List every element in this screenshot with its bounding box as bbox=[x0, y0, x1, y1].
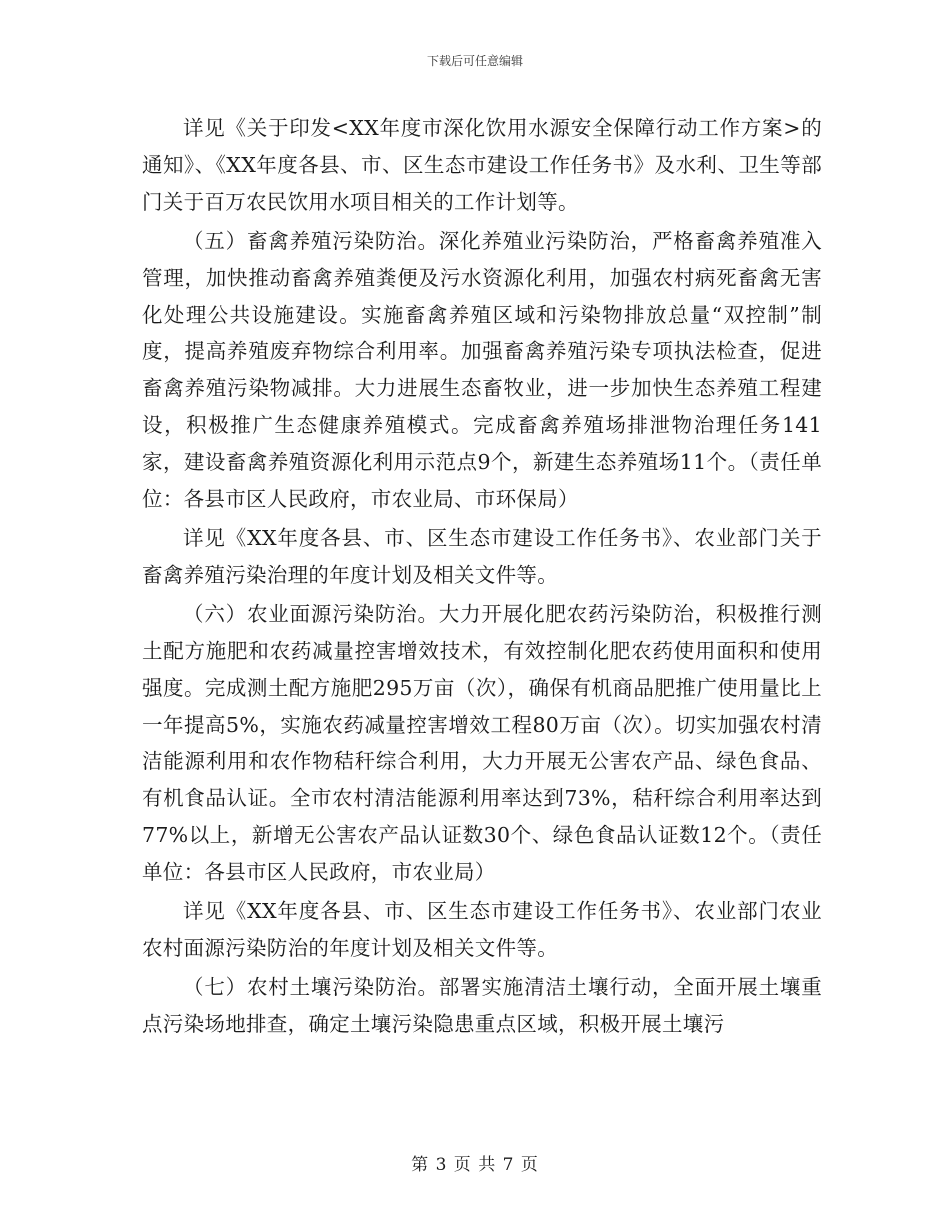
paragraph-2: （五）畜禽养殖污染防治。深化养殖业污染防治，严格畜禽养殖准入管理，加快推动畜禽养殖粪便及污水资源化利用，加强农村病死畜禽无害化处理公共设施建设。实施畜禽养殖区域和污染物排放总量“双控制”制度，提高养殖废弃物综合利用率。加强畜禽养殖污染专项执法检查，促进畜禽养殖污染物减排。大力进展生态畜牧业，进一步加快生态养殖工程建设，积极推广生态健康养殖模式。完成畜禽养殖场排泄物治理任务141家，建设畜禽养殖资源化利用示范点9个，新建生态养殖场11个。（责任单位：各县市区人民政府，市农业局、市环保局） bbox=[142, 228, 822, 512]
paragraph-6: （七）农村土壤污染防治。部署实施清洁土壤行动，全面开展土壤重点污染场地排查，确定土壤污染隐患重点区域，积极开展土壤污 bbox=[142, 974, 822, 1036]
paragraph-4: （六）农业面源污染防治。大力开展化肥农药污染防治，积极推行测土配方施肥和农药减量控害增效技术，有效控制化肥农药使用面积和使用强度。完成测土配方施肥295万亩（次），确保有机商品肥推广使用量比上一年提高5%，实施农药减量控害增效工程80万亩（次）。切实加强农村清洁能源利用和农作物秸秆综合利用，大力开展无公害农产品、绿色食品、有机食品认证。全市农村清洁能源利用率达到73%，秸秆综合利用率达到77%以上，新增无公害农产品认证数30个、绿色食品认证数12个。（责任单位：各县市区人民政府，市农业局） bbox=[142, 601, 822, 885]
paragraph-5: 详见《XX年度各县、市、区生态市建设工作任务书》、农业部门农业农村面源污染防治的年度计划及相关文件等。 bbox=[142, 899, 822, 960]
page-footer: 第 3 页 共 7 页 bbox=[411, 1155, 539, 1175]
paragraph-3: 详见《XX年度各县、市、区生态市建设工作任务书》、农业部门关于畜禽养殖污染治理的年度计划及相关文件等。 bbox=[142, 525, 822, 587]
page-header: 下载后可任意编辑 bbox=[426, 54, 523, 68]
document-body bbox=[142, 110, 822, 1043]
paragraph-1: 详见《关于印发<XX年度市深化饮用水源安全保障行动工作方案>的通知》、《XX年度各县、市、区生态市建设工作任务书》及水利、卫生等部门关于百万农民饮用水项目相关的工作计划等。 bbox=[142, 116, 822, 214]
